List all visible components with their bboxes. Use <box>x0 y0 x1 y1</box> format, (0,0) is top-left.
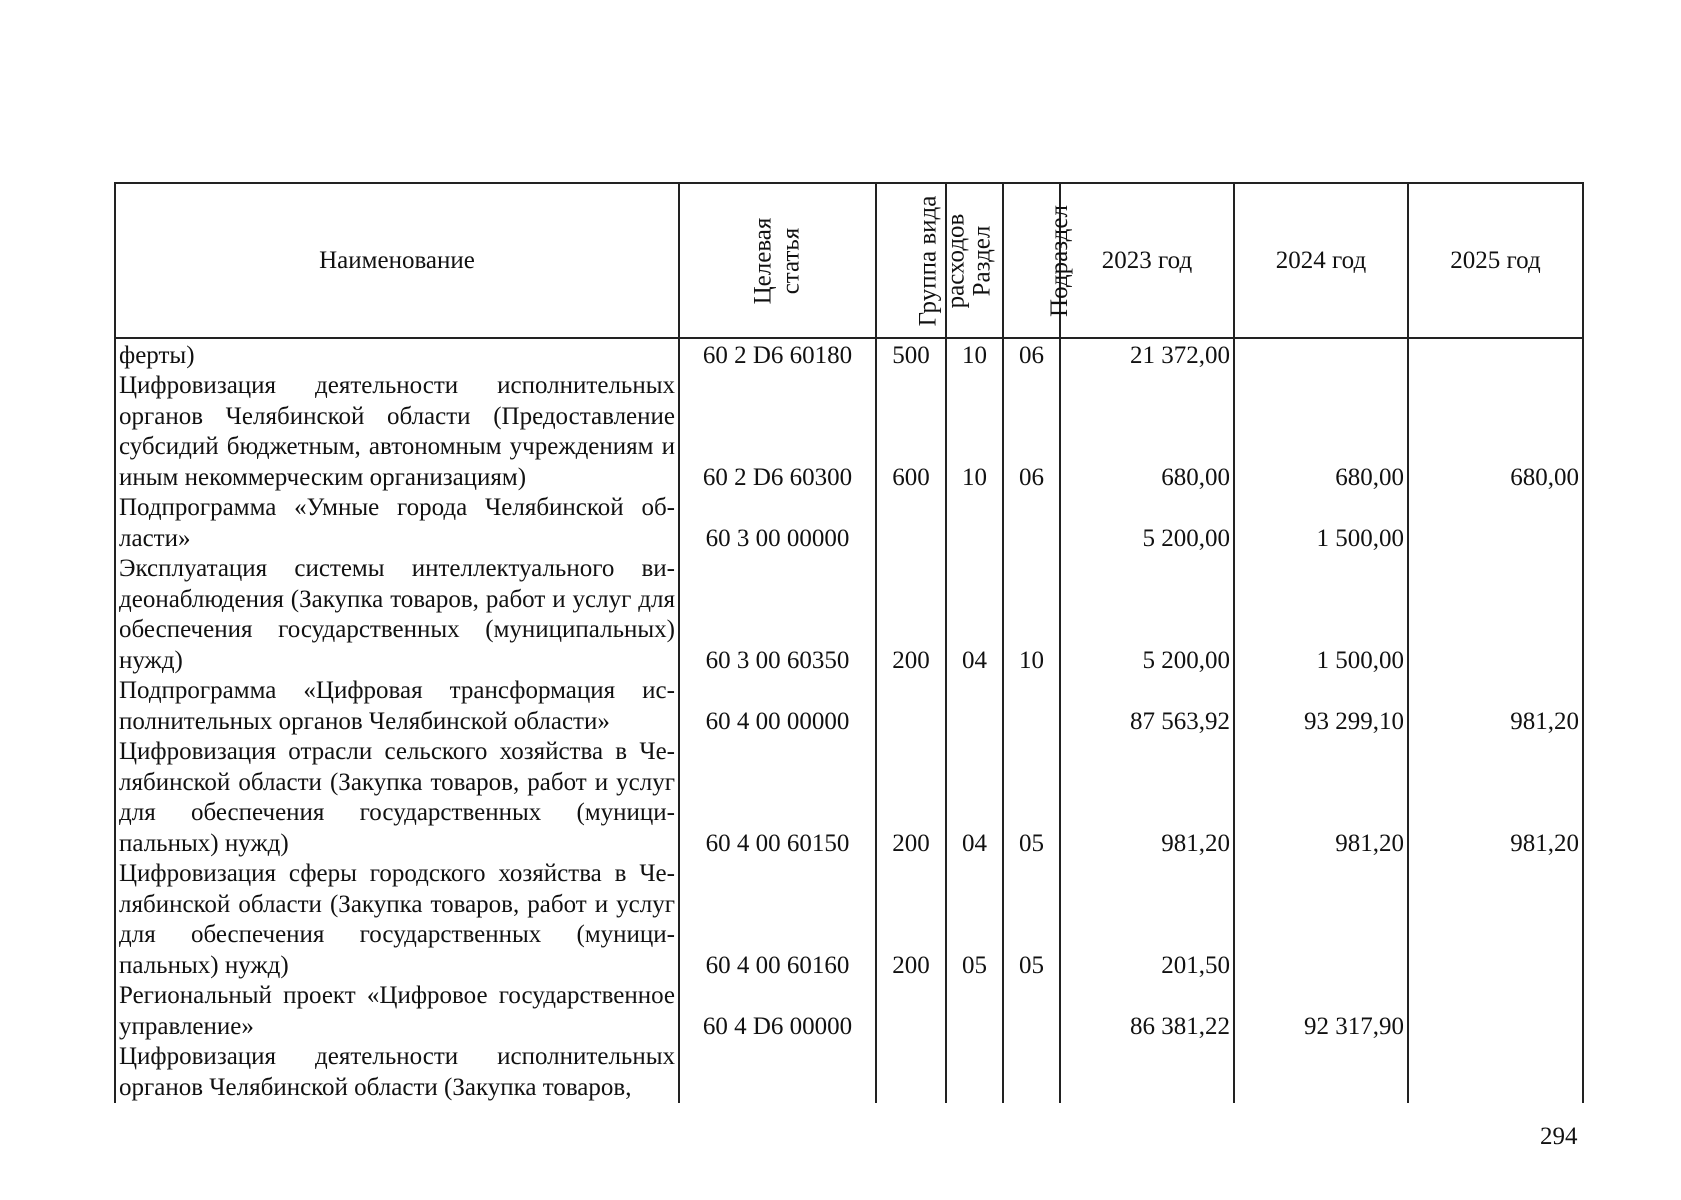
row-section: 04 <box>946 737 1003 859</box>
table-row <box>115 1042 1583 1103</box>
header-target-article <box>679 183 876 338</box>
row-2024: 93 299,10 <box>1234 676 1408 737</box>
row-section: 10 <box>946 371 1003 493</box>
table-row <box>115 338 1583 371</box>
row-expense-group: 200 <box>876 554 946 676</box>
row-2023: 86 381,22 <box>1060 981 1234 1042</box>
table-row <box>115 737 1583 859</box>
row-2025 <box>1408 493 1583 554</box>
table-row <box>115 676 1583 737</box>
row-2024 <box>1234 859 1408 981</box>
header-group-line1: Группа вида <box>914 195 942 326</box>
row-2025: 680,00 <box>1408 371 1583 493</box>
row-expense-group <box>876 676 946 737</box>
row-subsection: 10 <box>1003 554 1060 676</box>
row-target-article: 60 4 00 60150 <box>679 737 876 859</box>
row-2023: 5 200,00 <box>1060 554 1234 676</box>
table-row <box>115 371 1583 493</box>
row-2025: 981,20 <box>1408 676 1583 737</box>
row-name: ферты) <box>115 338 679 371</box>
row-subsection <box>1003 493 1060 554</box>
header-subsection <box>1003 183 1073 338</box>
row-subsection <box>1003 676 1060 737</box>
row-target-article: 60 2 D6 60300 <box>679 371 876 493</box>
row-name: Подпрограмма «Цифровая трансформация исполнительных органов Челябинской области» <box>115 676 679 737</box>
header-2024: 2024 год <box>1234 183 1408 338</box>
row-expense-group <box>876 1042 946 1103</box>
row-2025 <box>1408 1042 1583 1103</box>
row-2025: 981,20 <box>1408 737 1583 859</box>
row-expense-group: 200 <box>876 859 946 981</box>
row-subsection: 06 <box>1003 371 1060 493</box>
row-expense-group <box>876 493 946 554</box>
row-2024: 680,00 <box>1234 371 1408 493</box>
row-subsection: 05 <box>1003 737 1060 859</box>
row-2024: 1 500,00 <box>1234 493 1408 554</box>
row-2025 <box>1408 859 1583 981</box>
budget-table <box>114 182 1584 1103</box>
row-2024 <box>1234 338 1408 371</box>
row-2023: 87 563,92 <box>1060 676 1234 737</box>
row-target-article: 60 3 00 00000 <box>679 493 876 554</box>
table-row <box>115 859 1583 981</box>
row-target-article: 60 4 D6 00000 <box>679 981 876 1042</box>
row-2024: 92 317,90 <box>1234 981 1408 1042</box>
row-target-article: 60 3 00 60350 <box>679 554 876 676</box>
row-expense-group: 200 <box>876 737 946 859</box>
row-section <box>946 493 1003 554</box>
row-section: 05 <box>946 859 1003 981</box>
header-section-text: Раздел <box>968 225 996 296</box>
row-section <box>946 1042 1003 1103</box>
header-group-line2: расходов <box>942 213 970 308</box>
row-section: 04 <box>946 554 1003 676</box>
row-name: Подпрограмма «Умные города Челябинской области» <box>115 493 679 554</box>
row-2025 <box>1408 338 1583 371</box>
table-row <box>115 981 1583 1042</box>
row-2023: 21 372,00 <box>1060 338 1234 371</box>
header-name: Наименование <box>115 183 679 338</box>
table-row <box>115 554 1583 676</box>
row-name: Цифровизация отрасли сельского хозяйства в Челябинской области (Закупка товаров, работ и услуг для обеспечения государственных (муниципальных) нужд) <box>115 737 679 859</box>
row-2023: 201,50 <box>1060 859 1234 981</box>
row-expense-group: 600 <box>876 371 946 493</box>
row-name: Эксплуатация системы интеллектуального видеонаблюдения (Закупка товаров, работ и услуг для обеспечения государственных (муниципальных) нужд) <box>115 554 679 676</box>
row-target-article <box>679 1042 876 1103</box>
row-section <box>946 676 1003 737</box>
row-expense-group <box>876 981 946 1042</box>
row-2025 <box>1408 554 1583 676</box>
header-target-line1: Целевая <box>749 217 777 304</box>
row-subsection <box>1003 1042 1060 1103</box>
row-2023 <box>1060 1042 1234 1103</box>
row-name: Региональный проект «Цифровое государственное управление» <box>115 981 679 1042</box>
table-row <box>115 493 1583 554</box>
row-subsection: 05 <box>1003 859 1060 981</box>
row-target-article: 60 2 D6 60180 <box>679 338 876 371</box>
row-name: Цифровизация сферы городского хозяйства в Челябинской области (Закупка товаров, работ и услуг для обеспечения государственных (муниципальных) нужд) <box>115 859 679 981</box>
row-name: Цифровизация деятельности исполнительных органов Челябинской области (Закупка товаров, <box>115 1042 679 1103</box>
row-2024: 981,20 <box>1234 737 1408 859</box>
table-header-row <box>115 183 1583 338</box>
row-target-article: 60 4 00 60160 <box>679 859 876 981</box>
row-2025 <box>1408 981 1583 1042</box>
row-expense-group: 500 <box>876 338 946 371</box>
row-2023: 981,20 <box>1060 737 1234 859</box>
row-section <box>946 981 1003 1042</box>
row-2023: 680,00 <box>1060 371 1234 493</box>
row-name: Цифровизация деятельности исполнительных органов Челябинской области (Предоставление субсидий бюджетным, автономным учреждениям и иным некоммерческим организациям) <box>115 371 679 493</box>
row-2024: 1 500,00 <box>1234 554 1408 676</box>
header-subsection-text: Подраздел <box>1045 204 1073 317</box>
row-2023: 5 200,00 <box>1060 493 1234 554</box>
header-target-line2: статья <box>777 227 805 294</box>
page-number: 294 <box>1540 1123 1578 1150</box>
row-target-article: 60 4 00 00000 <box>679 676 876 737</box>
header-expense-group <box>876 183 970 338</box>
header-2025: 2025 год <box>1408 183 1583 338</box>
row-subsection: 06 <box>1003 338 1060 371</box>
row-section: 10 <box>946 338 1003 371</box>
row-2024 <box>1234 1042 1408 1103</box>
row-subsection <box>1003 981 1060 1042</box>
header-2023: 2023 год <box>1060 183 1234 338</box>
